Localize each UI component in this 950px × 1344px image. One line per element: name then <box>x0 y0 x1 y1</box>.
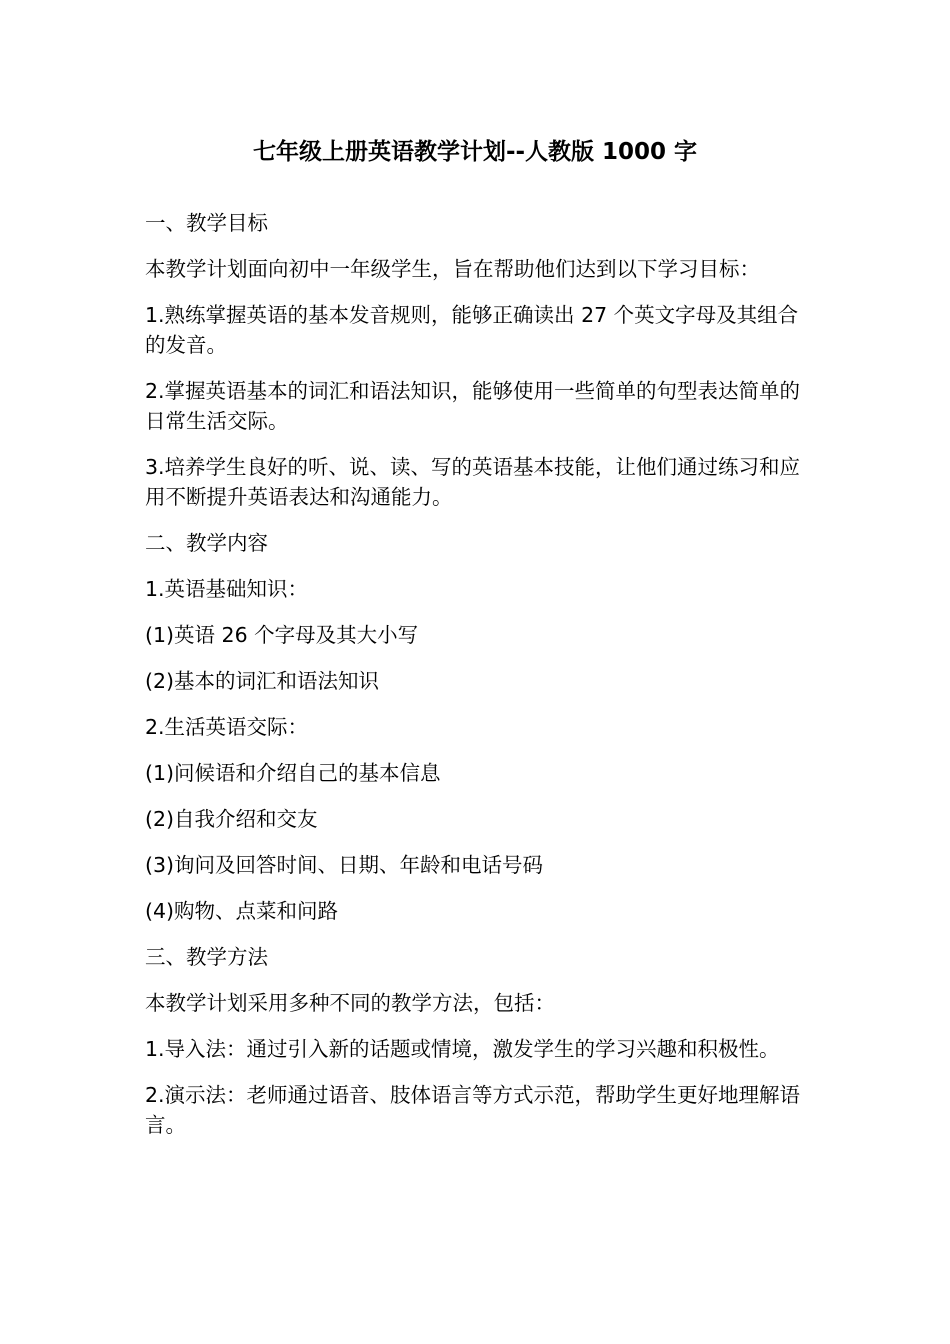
section-heading-methods: 三、教学方法 <box>145 945 268 969</box>
list-item: (2)基本的词汇和语法知识 <box>145 669 380 693</box>
paragraph: 本教学计划采用多种不同的教学方法，包括： <box>145 991 555 1015</box>
list-item: 1.导入法：通过引入新的话题或情境，激发学生的学习兴趣和积极性。 <box>145 1037 780 1061</box>
section-heading-objectives: 一、教学目标 <box>145 211 268 235</box>
list-item: (4)购物、点菜和问路 <box>145 899 339 923</box>
document-title: 七年级上册英语教学计划--人教版 1000 字 <box>252 139 698 165</box>
list-item: 3.培养学生良好的听、说、读、写的英语基本技能，让他们通过练习和应用不断提升英语表达和沟通能力。 <box>145 455 801 509</box>
list-item: 1.熟练掌握英语的基本发音规则，能够正确读出 27 个英文字母及其组合的发音。 <box>145 303 799 357</box>
list-item: 2.掌握英语基本的词汇和语法知识，能够使用一些简单的句型表达简单的日常生活交际。 <box>145 379 801 433</box>
section-heading-content: 二、教学内容 <box>145 531 268 555</box>
document-body <box>145 208 815 1156</box>
list-item: (1)问候语和介绍自己的基本信息 <box>145 761 441 785</box>
list-item: 2.演示法：老师通过语音、肢体语言等方式示范，帮助学生更好地理解语言。 <box>145 1083 801 1137</box>
list-item: (1)英语 26 个字母及其大小写 <box>145 623 419 647</box>
list-item: 1.英语基础知识： <box>145 577 309 601</box>
paragraph: 本教学计划面向初中一年级学生，旨在帮助他们达到以下学习目标： <box>145 257 760 281</box>
list-item: 2.生活英语交际： <box>145 715 309 739</box>
list-item: (2)自我介绍和交友 <box>145 807 318 831</box>
list-item: (3)询问及回答时间、日期、年龄和电话号码 <box>145 853 544 877</box>
